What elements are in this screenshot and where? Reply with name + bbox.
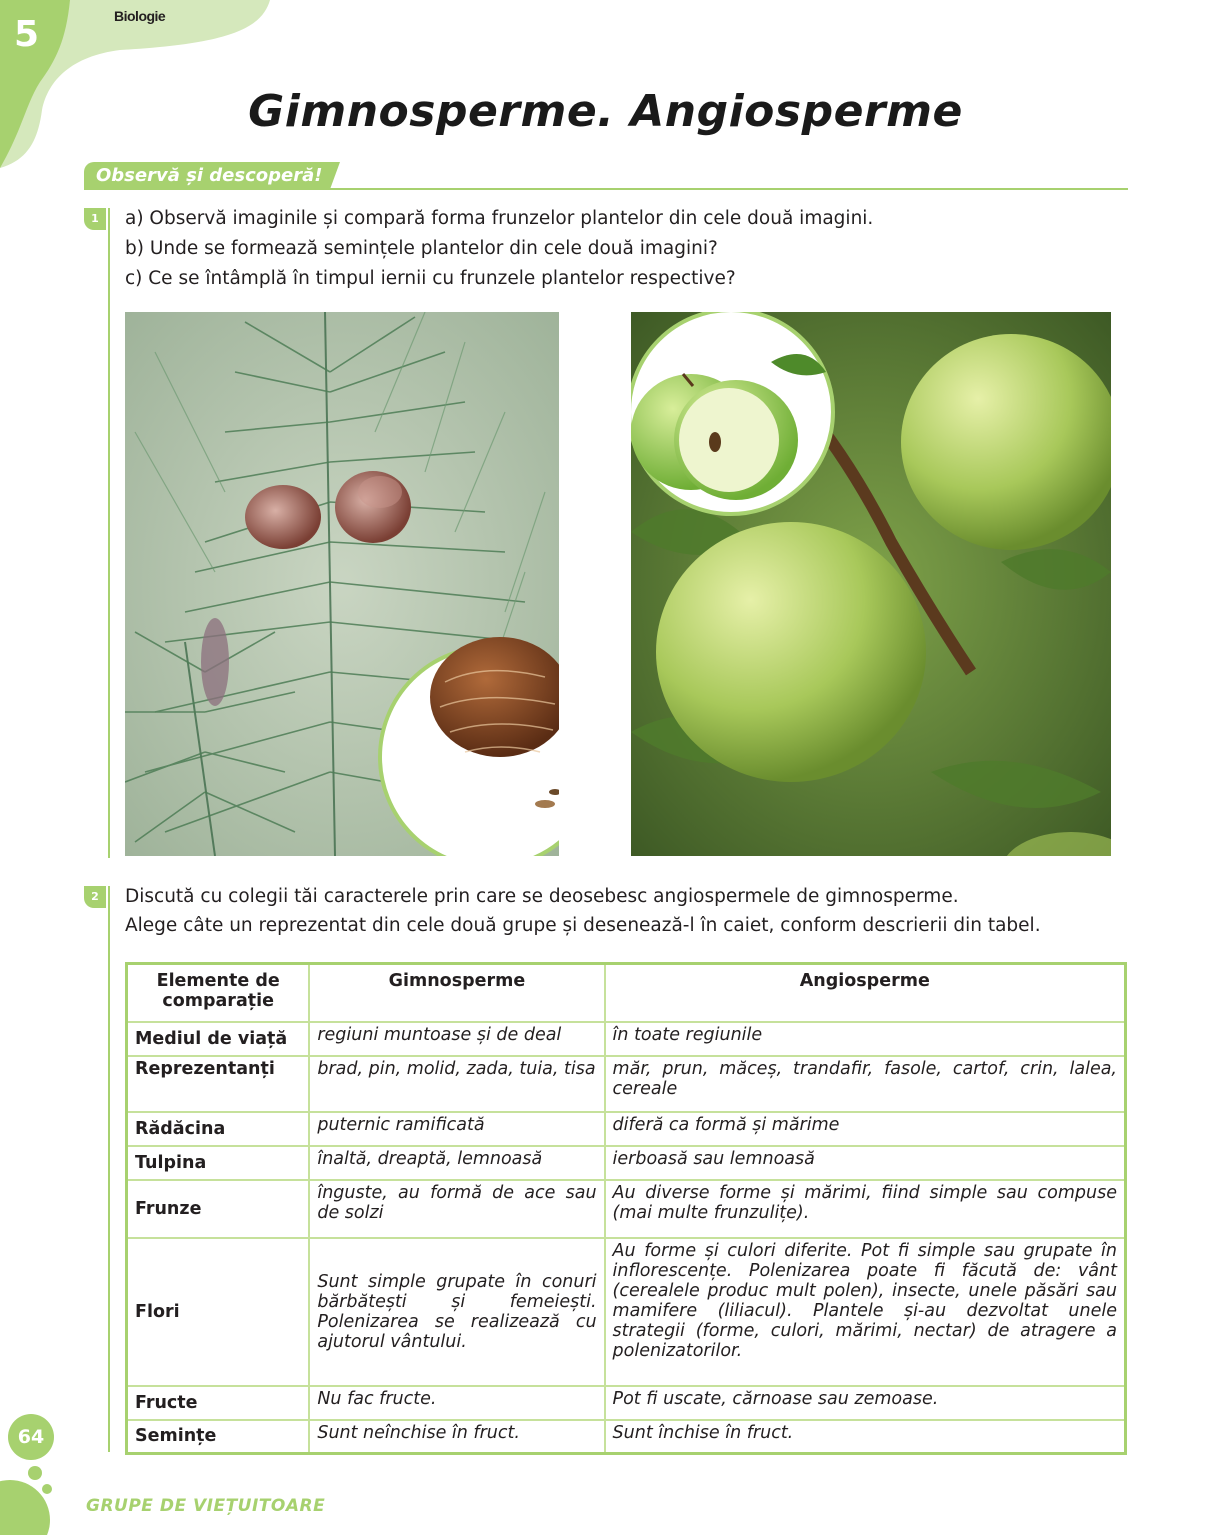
comparison-table xyxy=(125,962,1127,1455)
angiosperm-cell: ierboasă sau lemnoasă xyxy=(605,1146,1126,1180)
table-header-row xyxy=(127,964,1126,1022)
row-label: Rădăcina xyxy=(127,1112,310,1146)
exercise-1-marker: 1 xyxy=(84,208,106,230)
angiosperm-cell: Au diverse forme și mărimi, fiind simple sau compuse (mai multe frunzulițe). xyxy=(605,1180,1126,1238)
table-row xyxy=(127,1386,1126,1420)
exercise-2-marker: 2 xyxy=(84,886,106,908)
row-label: Reprezentanți xyxy=(127,1056,310,1112)
angiosperm-cell: Pot fi uscate, cărnoase sau zemoase. xyxy=(605,1386,1126,1420)
exercise-2-line-2: Alege câte un reprezentat din cele două grupe și desenează-l în caiet, conform descrierii din tabel. xyxy=(125,915,1041,936)
section-label: Observă și descoperă! xyxy=(96,165,323,186)
table-header-gymnosperms: Gimnosperme xyxy=(309,964,604,1022)
decorative-dot xyxy=(42,1484,52,1494)
table-row xyxy=(127,1180,1126,1238)
apple-tree-image xyxy=(631,312,1111,856)
exercise-1-question-a: a) Observă imaginile și compară forma frunzelor plantelor din cele două imagini. xyxy=(125,208,874,229)
table-row xyxy=(127,1420,1126,1454)
table-row xyxy=(127,1238,1126,1386)
gymnosperm-cell: Sunt neînchise în fruct. xyxy=(309,1420,604,1454)
footer-chapter-title: GRUPE DE VIEȚUITOARE xyxy=(86,1496,326,1516)
table-row xyxy=(127,1112,1126,1146)
angiosperm-cell: Sunt închise în fruct. xyxy=(605,1420,1126,1454)
row-label: Flori xyxy=(127,1238,310,1386)
section-divider xyxy=(84,188,1128,190)
table-header-angiosperms: Angiosperme xyxy=(605,964,1126,1022)
exercise-2-rule xyxy=(108,886,110,1452)
chapter-tab-shape xyxy=(0,0,270,170)
angiosperm-cell: diferă ca formă și mărime xyxy=(605,1112,1126,1146)
gymnosperm-cell: înguste, au formă de ace sau de solzi xyxy=(309,1180,604,1238)
exercise-2-line-1: Discută cu colegii tăi caracterele prin care se deosebesc angiospermele de gimnosperme. xyxy=(125,886,959,907)
pine-branch-image xyxy=(125,312,559,856)
gymnosperm-cell: Sunt simple grupate în conuri bărbătești și femeiești. Polenizarea se realizează cu ajutorul vântului. xyxy=(309,1238,604,1386)
row-label: Frunze xyxy=(127,1180,310,1238)
gymnosperm-cell: Nu fac fructe. xyxy=(309,1386,604,1420)
row-label: Fructe xyxy=(127,1386,310,1420)
exercise-1-rule xyxy=(108,208,110,858)
gymnosperm-cell: puternic ramificată xyxy=(309,1112,604,1146)
chapter-number: 5 xyxy=(14,14,40,55)
angiosperm-cell: măr, prun, măceș, trandafir, fasole, cartof, crin, lalea, cereale xyxy=(605,1056,1126,1112)
page-title: Gimnosperme. Angiosperme xyxy=(248,86,963,137)
gymnosperm-cell: regiuni muntoase și de deal xyxy=(309,1022,604,1056)
exercise-1-question-c: c) Ce se întâmplă în timpul iernii cu frunzele plantelor respective? xyxy=(125,268,736,289)
angiosperm-cell: Au forme și culori diferite. Pot fi simple sau grupate în inflorescențe. Polenizarea poate fi făcută de: vânt (cerealele produc mult polen), insecte, unele păsări sau mamifere (liliacul). Plantele și-au dezvoltat unele strategii (forme, culori, mărimi, nectar) de atragere a polenizatorilor. xyxy=(605,1238,1126,1386)
decorative-dot xyxy=(28,1466,42,1480)
row-label: Mediul de viață xyxy=(127,1022,310,1056)
exercise-1-question-b: b) Unde se formează semințele plantelor din cele două imagini? xyxy=(125,238,718,259)
subject-label: Biologie xyxy=(114,8,166,24)
table-header-elements: Elemente de comparație xyxy=(127,964,310,1022)
gymnosperm-cell: brad, pin, molid, zada, tuia, tisa xyxy=(309,1056,604,1112)
angiosperm-cell: în toate regiunile xyxy=(605,1022,1126,1056)
table-row xyxy=(127,1022,1126,1056)
page-number: 64 xyxy=(8,1414,54,1460)
table-row xyxy=(127,1146,1126,1180)
row-label: Semințe xyxy=(127,1420,310,1454)
row-label: Tulpina xyxy=(127,1146,310,1180)
gymnosperm-cell: înaltă, dreaptă, lemnoasă xyxy=(309,1146,604,1180)
table-row xyxy=(127,1056,1126,1112)
